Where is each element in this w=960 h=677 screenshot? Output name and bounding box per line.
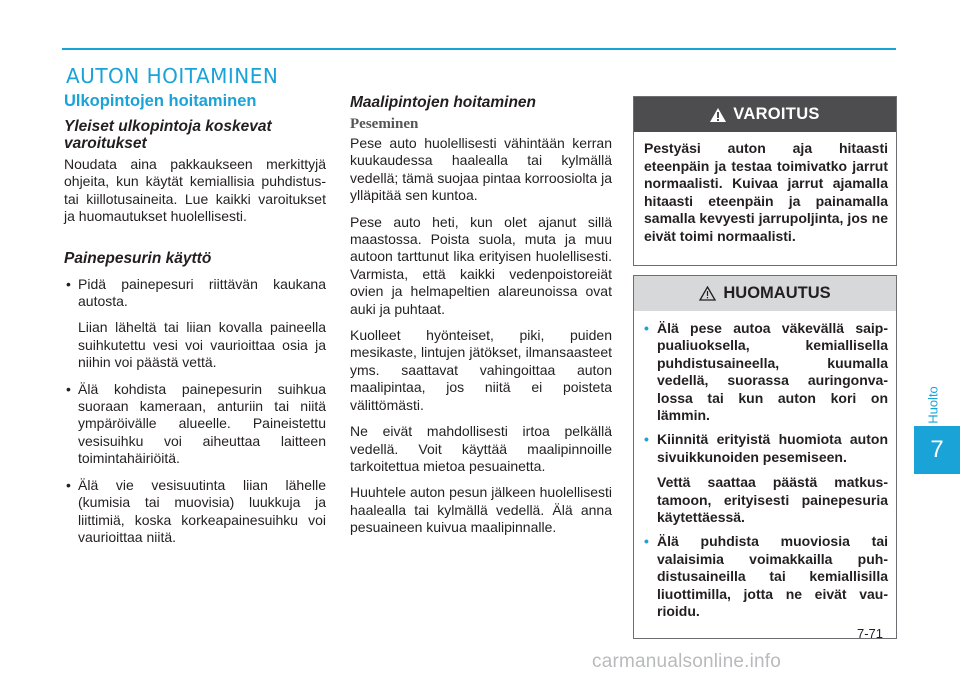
note-body: [634, 311, 896, 621]
note-item: • Kiinnitä erityistä huomiota auton sivuikkunoiden pesemiseen. Vettä saattaa päästä matkustamoon, erityisesti painepesuria käytettäessä.: [644, 431, 888, 526]
warning-box: [633, 96, 897, 266]
list-item: • Pidä painepesuri riittävän kaukana autosta. Liian läheltä tai liian kovalla paineella suihkutettu vesi voi vaurioittaa osia ja niihin voi päästä vettä.: [66, 275, 326, 371]
note-list: [644, 320, 888, 621]
warning-text: Pestyäsi auton aja hitaasti eteenpäin ja testaa toimivatko jarrut normaalisti. Kuivaa jarrut ajamalla hitaasti eteenpäin ja painamalla samalla kevyesti jarrupoljinta, jos ne eivät toimi normaalisti.: [644, 140, 888, 244]
pressure-washer-list: [64, 276, 326, 547]
warning-label: VAROITUS: [733, 105, 820, 123]
subsection-title-general: Yleiset ulkopintoja koskevat varoitukset: [64, 118, 272, 152]
note-box: [633, 275, 897, 639]
paragraph: Kuolleet hyönteiset, piki, puiden mesikaste, lintujen jätökset, ilmansaasteet yms. saattavat vahingoittaa auton maalipintaa, jos niitä ei poisteta välittömästi.: [350, 327, 612, 413]
watermark: carmanualsonline.info: [592, 651, 782, 672]
list-item-continuation: Liian läheltä tai liian kovalla paineella suihkutettu vesi voi vaurioittaa osia ja niihin voi päästä vettä.: [78, 319, 326, 371]
section-title: Ulkopintojen hoitaminen: [64, 92, 257, 110]
chapter-tab: 7: [914, 426, 960, 474]
paragraph: Huuhtele auton pesun jälkeen huolellisesti haalealla tai kylmällä vedellä. Älä anna pesuaineen kuivua maalipinnalle.: [350, 484, 612, 536]
warning-header: [634, 97, 896, 132]
note-item-continuation: Vettä saattaa päästä matkustamoon, erityisesti painepesuria käytettäessä.: [657, 474, 888, 526]
side-section-label: Huolto: [925, 386, 941, 424]
warning-triangle-icon: [710, 108, 726, 122]
note-item: • Älä pese autoa väkevällä saippualiuoksella, kemiallisella puhdistusaineella, kuumalla vedellä, suorassa auringonvalossa tai kun auton kori on lämmin.: [644, 320, 888, 424]
paragraph: Pese auto huolellisesti vähintään kerran kuukaudessa haalealla tai kylmällä vedellä; tämä suojaa pintaa korroosiolta ja ylläpitää sen kuntoa.: [350, 135, 612, 204]
list-item: • Älä kohdista painepesurin suihkua suoraan kameraan, anturiin tai niitä ympäröivälle alueelle. Paineistettu vesisuihku voi aiheuttaa laitteen toimintahäiriöitä.: [66, 380, 326, 467]
list-item: • Älä vie vesisuutinta liian lähelle (kumisia tai muovisia) luukkuja ja liittimiä, koska korkeapainesuihku voi vaurioittaa niitä.: [66, 476, 326, 545]
note-header: [634, 276, 896, 311]
note-item: • Älä puhdista muoviosia tai valaisimia voimakkailla puhdistusaineilla tai kemiallisilla liuottimilla, jotta ne eivät vaurioidu.: [644, 533, 888, 620]
left-column: [64, 92, 326, 555]
paint-care-title: Maalipintojen hoitaminen: [350, 94, 537, 111]
note-label: HUOMAUTUS: [723, 284, 831, 302]
chapter-header: AUTON HOITAMINEN: [66, 64, 279, 88]
middle-column: [350, 92, 612, 546]
paragraph: Pese auto heti, kun olet ajanut sillä maastossa. Poista suola, muta ja muu autoon tarttunut lika erityisen huolellisesti. Varmista, että kaikki vedenpoistoreiät ovien ja helmapeltien alareunoissa ovat auki ja puhtaat.: [350, 213, 612, 317]
page-number: 7-71: [857, 626, 884, 641]
paragraph: Ne eivät mahdollisesti irtoa pelkällä vedellä. Voit käyttää maalipinnoille tarkoitettua mietoa pesuainetta.: [350, 423, 612, 474]
general-text: Noudata aina pakkaukseen merkittyjä ohjeita, kun käytät kemiallisia puhdistus- tai kiillotusaineita. Lue kaikki varoitukset ja huomautukset huolellisesti.: [64, 156, 326, 225]
caution-triangle-icon: [699, 286, 716, 301]
header-rule: [62, 48, 896, 50]
washing-subtitle: Peseminen: [350, 116, 419, 132]
subsection-title-pressure-washer: Painepesurin käyttö: [64, 249, 212, 267]
